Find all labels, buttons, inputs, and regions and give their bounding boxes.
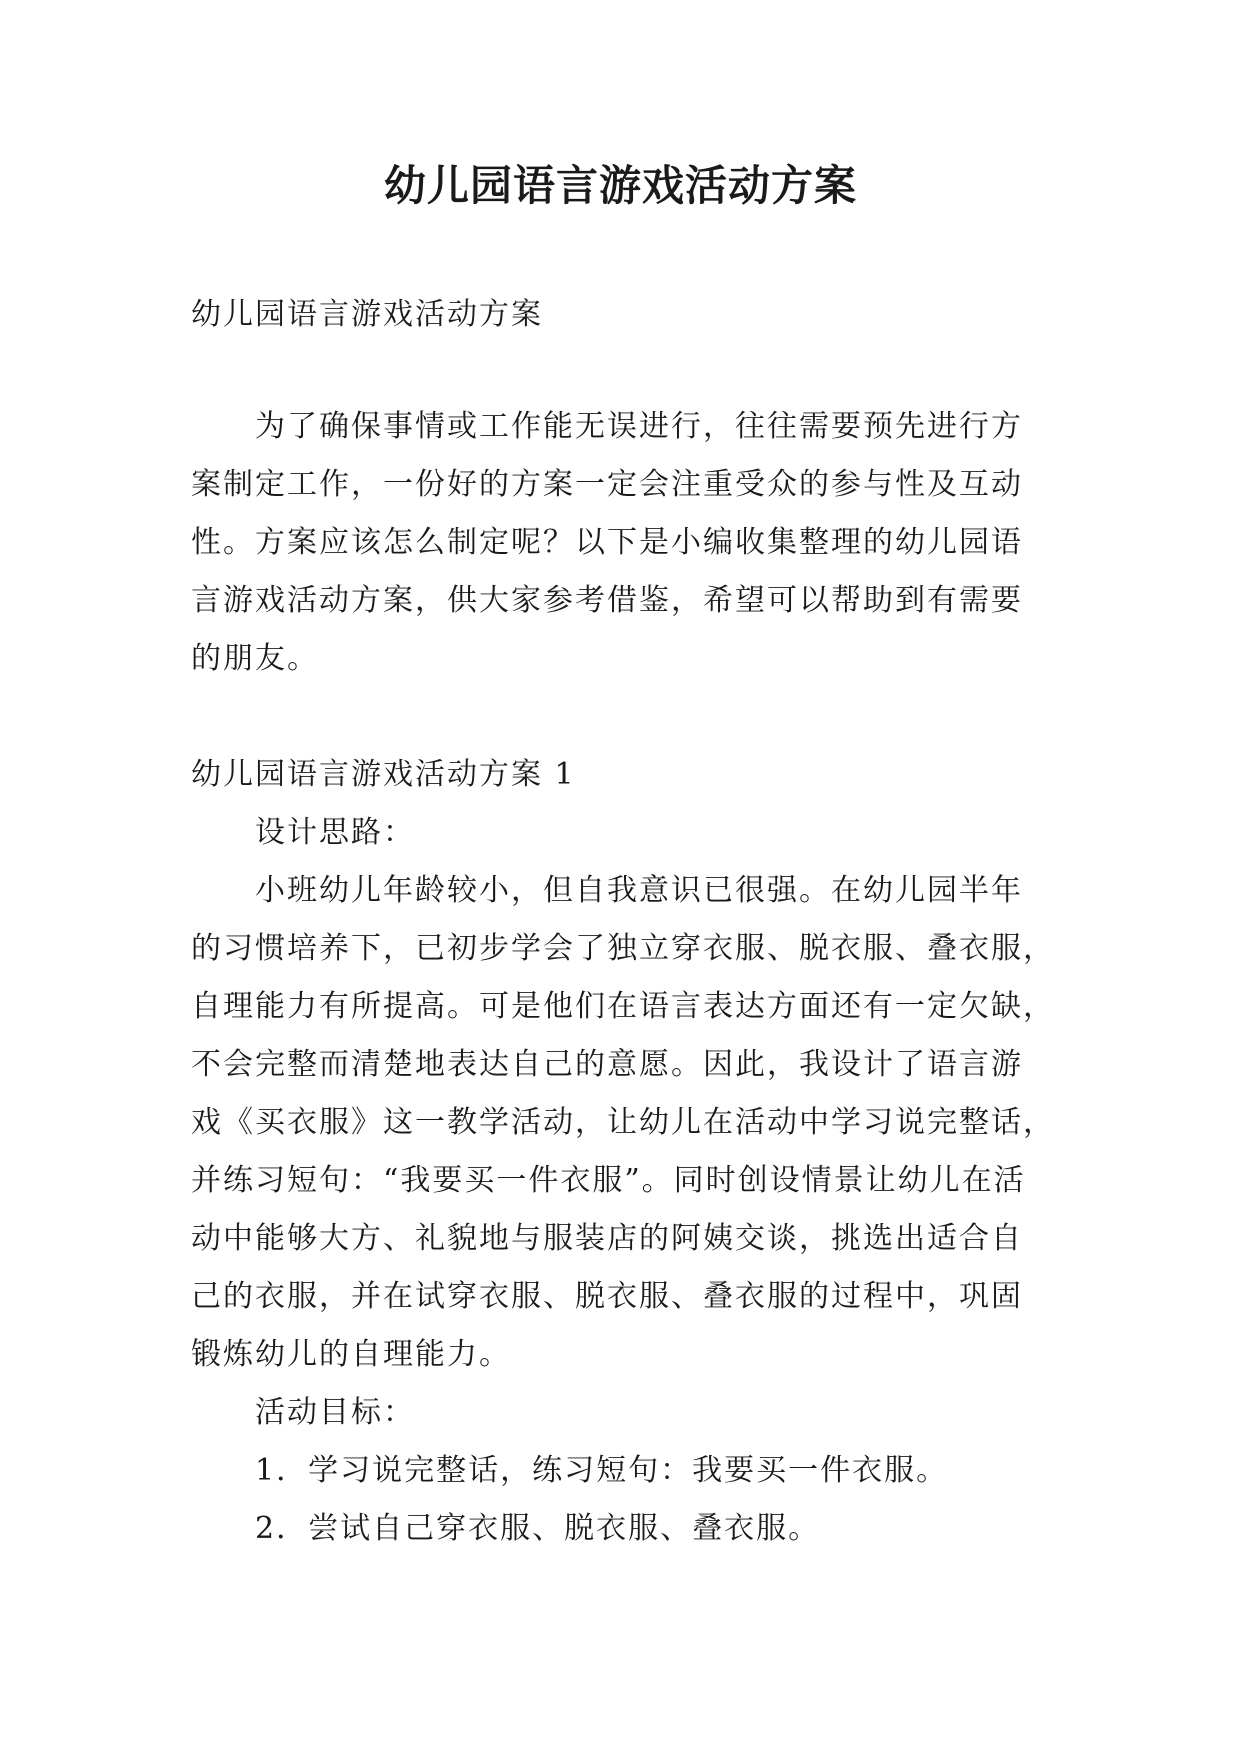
document-title: 幼儿园语言游戏活动方案 bbox=[383, 161, 857, 210]
design-line: 自理能力有所提高。可是他们在语言表达方面还有一定欠缺， bbox=[191, 989, 1055, 1024]
design-line: 锻炼幼儿的自理能力。 bbox=[191, 1337, 511, 1372]
design-line: 小班幼儿年龄较小，但自我意识已很强。在幼儿园半年 bbox=[255, 873, 1023, 908]
document-body bbox=[191, 286, 1053, 1558]
intro-line: 的朋友。 bbox=[191, 641, 319, 676]
intro-line: 案制定工作，一份好的方案一定会注重受众的参与性及互动 bbox=[191, 467, 1023, 502]
design-line: 并练习短句：“我要买一件衣服”。同时创设情景让幼儿在活 bbox=[191, 1163, 1026, 1198]
design-heading: 设计思路： bbox=[255, 815, 415, 850]
intro-line: 言游戏活动方案，供大家参考借鉴，希望可以帮助到有需要 bbox=[191, 583, 1023, 618]
intro-paragraph bbox=[191, 398, 1053, 688]
design-line: 的习惯培养下，已初步学会了独立穿衣服、脱衣服、叠衣服， bbox=[191, 931, 1055, 966]
design-line: 不会完整而清楚地表达自己的意愿。因此，我设计了语言游 bbox=[191, 1047, 1023, 1082]
intro-line: 性。方案应该怎么制定呢？以下是小编收集整理的幼儿园语 bbox=[191, 525, 1023, 560]
design-line: 己的衣服，并在试穿衣服、脱衣服、叠衣服的过程中，巩固 bbox=[191, 1279, 1023, 1314]
design-line: 戏《买衣服》这一教学活动，让幼儿在活动中学习说完整话， bbox=[191, 1105, 1055, 1140]
goal-item: 2．尝试自己穿衣服、脱衣服、叠衣服。 bbox=[255, 1511, 821, 1546]
intro-line: 为了确保事情或工作能无误进行，往往需要预先进行方 bbox=[255, 409, 1023, 444]
section-heading: 幼儿园语言游戏活动方案 1 bbox=[191, 757, 576, 792]
goal-item: 1．学习说完整话，练习短句：我要买一件衣服。 bbox=[255, 1453, 949, 1488]
design-paragraph bbox=[191, 862, 1053, 1384]
document-subtitle: 幼儿园语言游戏活动方案 bbox=[191, 297, 543, 332]
goals-heading: 活动目标： bbox=[255, 1395, 415, 1430]
design-line: 动中能够大方、礼貌地与服装店的阿姨交谈，挑选出适合自 bbox=[191, 1221, 1023, 1256]
